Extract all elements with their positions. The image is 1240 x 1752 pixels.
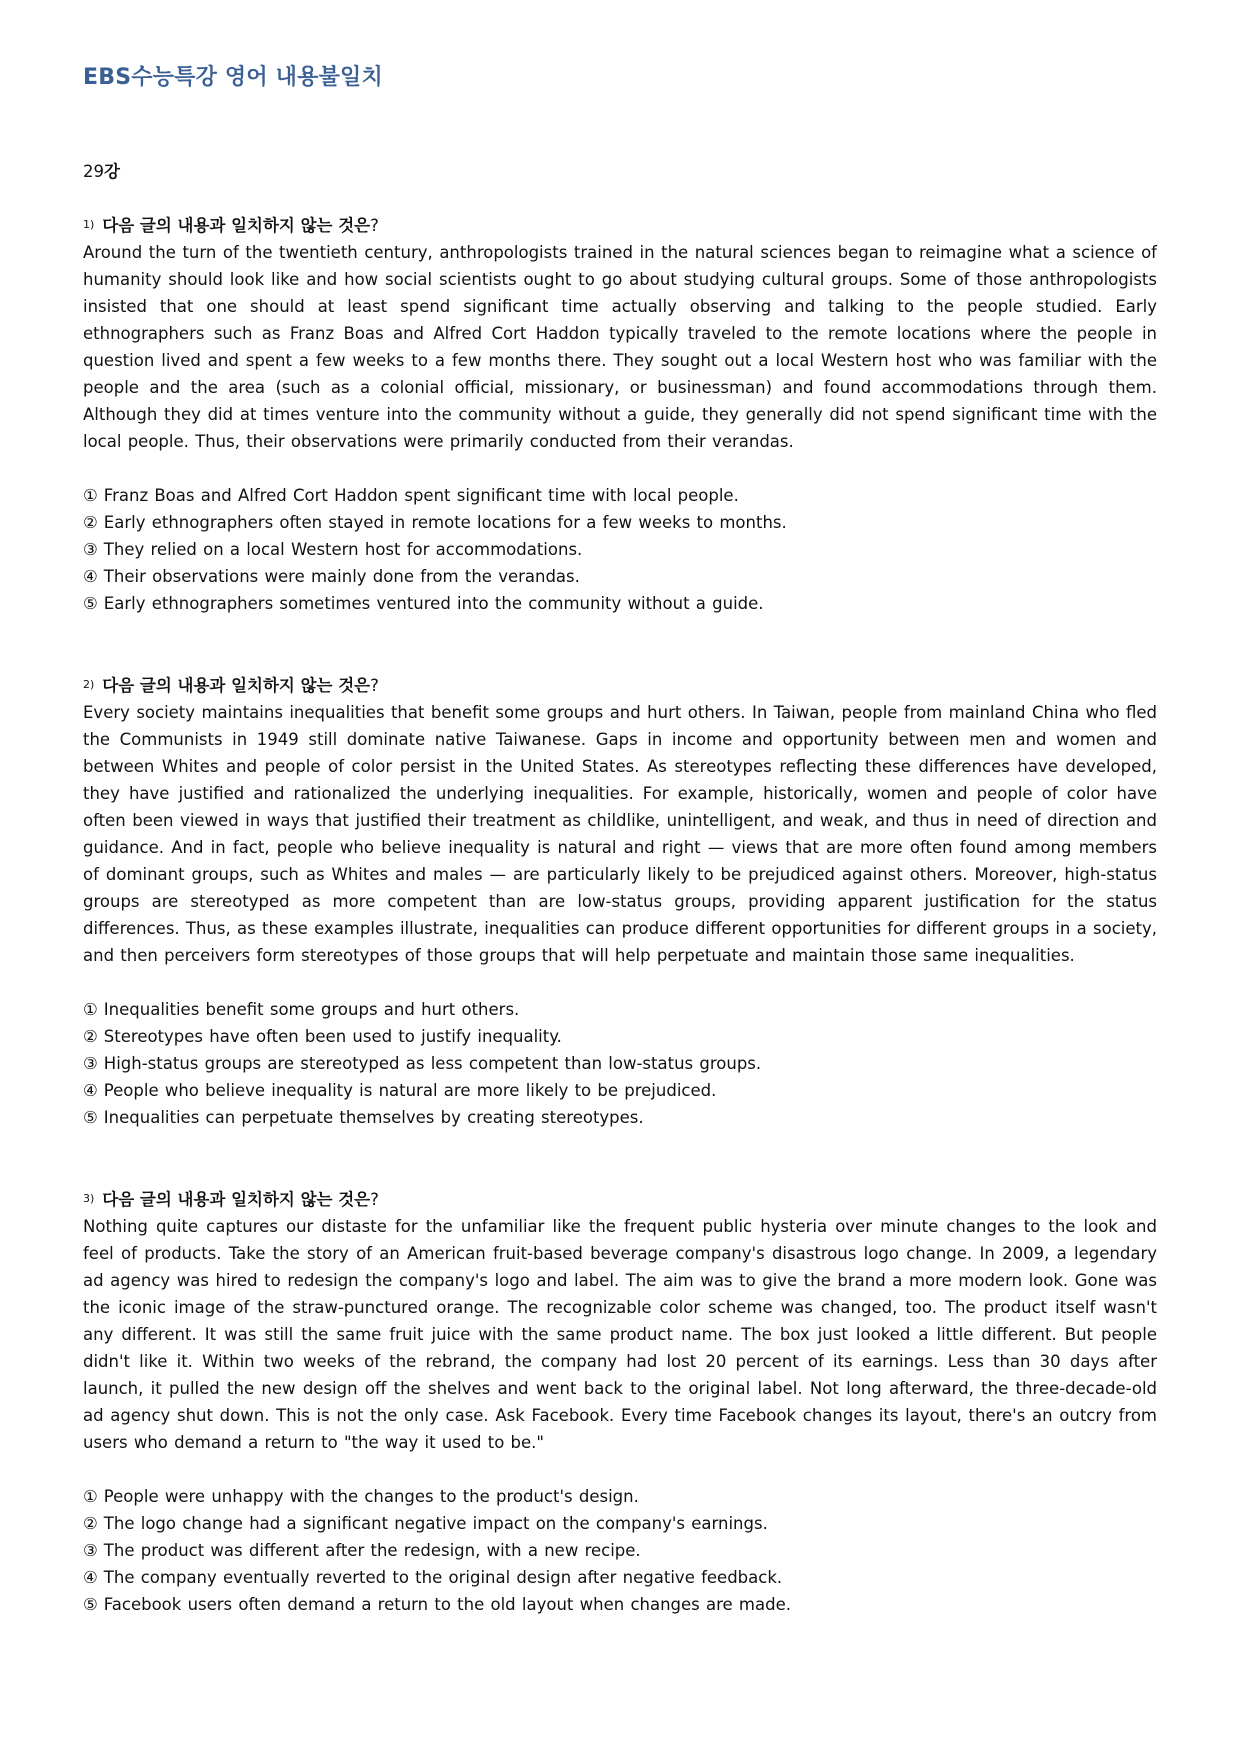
answer-option[interactable] — [83, 1077, 1157, 1104]
option-text: People were unhappy with the changes to the product's design. — [103, 1487, 639, 1506]
option-text: The product was different after the redesign, with a new recipe. — [103, 1541, 641, 1560]
answer-option[interactable] — [83, 1591, 1157, 1618]
answer-options — [83, 996, 1157, 1131]
question-instruction: 다음 글의 내용과 일치하지 않는 것은 — [102, 1190, 371, 1209]
option-text: Inequalities can perpetuate themselves by creating stereotypes. — [103, 1108, 644, 1127]
answer-option[interactable] — [83, 996, 1157, 1023]
answer-option[interactable] — [83, 1483, 1157, 1510]
reading-passage: Nothing quite captures our distaste for the unfamiliar like the frequent public hysteria over minute changes to the look and feel of products. Take the story of an American fruit-based beverage company's disastrous logo change. In 2009, a legendary ad agency was hired to redesign the company's logo and label. The aim was to give the brand a more modern look. Gone was the iconic image of the straw-punctured orange. The recognizable color scheme was changed, too. The product itself wasn't any different. It was still the same fruit juice with the same product name. The box just looked a little different. But people didn't like it. Within two weeks of the rebrand, the company had lost 20 percent of its earnings. Less than 30 days after launch, it pulled the new design off the shelves and went back to the original label. Not long afterward, the three-decade-old ad agency shut down. This is not the only case. Ask Facebook. Every time Facebook changes its layout, there's an outcry from users who demand a return to "the way it used to be." — [83, 1217, 1157, 1452]
lesson-suffix: 강 — [104, 162, 120, 181]
answer-option[interactable] — [83, 1104, 1157, 1131]
option-marker: ⑤ — [83, 1108, 98, 1127]
option-text: Early ethnographers often stayed in remote locations for a few weeks to months. — [103, 513, 787, 532]
question-number: 2) — [83, 678, 95, 691]
option-marker: ② — [83, 513, 98, 532]
question-number: 1) — [83, 218, 95, 231]
option-marker: ③ — [83, 540, 98, 559]
answer-options — [83, 1483, 1157, 1618]
answer-option[interactable] — [83, 536, 1157, 563]
question-instruction: 다음 글의 내용과 일치하지 않는 것은 — [102, 676, 371, 695]
answer-option[interactable] — [83, 1023, 1157, 1050]
answer-option[interactable] — [83, 482, 1157, 509]
option-text: Inequalities benefit some groups and hurt others. — [103, 1000, 520, 1019]
question-prompt — [83, 671, 1157, 699]
answer-option[interactable] — [83, 1050, 1157, 1077]
option-text: The logo change had a significant negative impact on the company's earnings. — [103, 1514, 768, 1533]
option-text: Early ethnographers sometimes ventured into the community without a guide. — [103, 594, 764, 613]
option-marker: ④ — [83, 567, 98, 586]
reading-passage: Every society maintains inequalities that benefit some groups and hurt others. In Taiwan, people from mainland China who fled the Communists in 1949 still dominate native Taiwanese. Gaps in income and opportunity between men and women and between Whites and people of color persist in the United States. As stereotypes reflecting these differences have developed, they have justified and rationalized the underlying inequalities. For example, historically, women and people of color have often been viewed in ways that justified their treatment as childlike, unintelligent, and weak, and thus in need of direction and guidance. And in fact, people who believe inequality is natural and right — views that are more often found among members of dominant groups, such as Whites and males — are particularly likely to be prejudiced against others. Moreover, high-status groups are stereotyped as more competent than are low-status groups, providing apparent justification for the status differences. Thus, as these examples illustrate, inequalities can produce different opportunities for different groups in a society, and then perceivers form stereotypes of those groups that will help perpetuate and maintain those same inequalities. — [83, 703, 1157, 965]
question-mark: ? — [370, 1190, 379, 1209]
option-text: Facebook users often demand a return to the old layout when changes are made. — [103, 1595, 791, 1614]
answer-option[interactable] — [83, 563, 1157, 590]
option-marker: ① — [83, 1487, 98, 1506]
answer-options — [83, 482, 1157, 617]
option-marker: ⑤ — [83, 1595, 98, 1614]
option-text: Stereotypes have often been used to justify inequality. — [103, 1027, 562, 1046]
option-marker: ① — [83, 1000, 98, 1019]
option-marker: ② — [83, 1514, 98, 1533]
option-text: People who believe inequality is natural are more likely to be prejudiced. — [103, 1081, 717, 1100]
option-marker: ⑤ — [83, 594, 98, 613]
option-text: The company eventually reverted to the original design after negative feedback. — [103, 1568, 783, 1587]
question-number: 3) — [83, 1192, 95, 1205]
option-marker: ③ — [83, 1541, 98, 1560]
question-prompt — [83, 1185, 1157, 1213]
lesson-number: 29 — [83, 162, 104, 181]
option-text: High-status groups are stereotyped as less competent than low-status groups. — [103, 1054, 762, 1073]
option-text: They relied on a local Western host for accommodations. — [103, 540, 583, 559]
option-text: Their observations were mainly done from the verandas. — [103, 567, 580, 586]
option-marker: ④ — [83, 1568, 98, 1587]
question-2 — [83, 671, 1157, 1131]
question-3 — [83, 1185, 1157, 1618]
answer-option[interactable] — [83, 509, 1157, 536]
option-marker: ① — [83, 486, 98, 505]
lesson-label — [83, 158, 1157, 185]
document-title: EBS수능특강 영어 내용불일치 — [83, 65, 383, 90]
question-1 — [83, 211, 1157, 617]
answer-option[interactable] — [83, 1564, 1157, 1591]
question-prompt — [83, 211, 1157, 239]
answer-option[interactable] — [83, 590, 1157, 617]
option-text: Franz Boas and Alfred Cort Haddon spent significant time with local people. — [103, 486, 739, 505]
reading-passage: Around the turn of the twentieth century, anthropologists trained in the natural sciences began to reimagine what a science of humanity should look like and how social scientists ought to go about studying cultural groups. Some of those anthropologists insisted that one should at least spend significant time actually observing and talking to the people studied. Early ethnographers such as Franz Boas and Alfred Cort Haddon typically traveled to the remote locations where the people in question lived and spent a few weeks to a few months there. They sought out a local Western host who was familiar with the people and the area (such as a colonial official, missionary, or businessman) and found accommodations through them. Although they did at times venture into the community without a guide, they generally did not spend significant time with the local people. Thus, their observations were primarily conducted from their verandas. — [83, 243, 1157, 451]
answer-option[interactable] — [83, 1537, 1157, 1564]
question-mark: ? — [370, 676, 379, 695]
answer-option[interactable] — [83, 1510, 1157, 1537]
option-marker: ② — [83, 1027, 98, 1046]
option-marker: ④ — [83, 1081, 98, 1100]
question-instruction: 다음 글의 내용과 일치하지 않는 것은 — [102, 216, 371, 235]
question-mark: ? — [370, 216, 379, 235]
option-marker: ③ — [83, 1054, 98, 1073]
